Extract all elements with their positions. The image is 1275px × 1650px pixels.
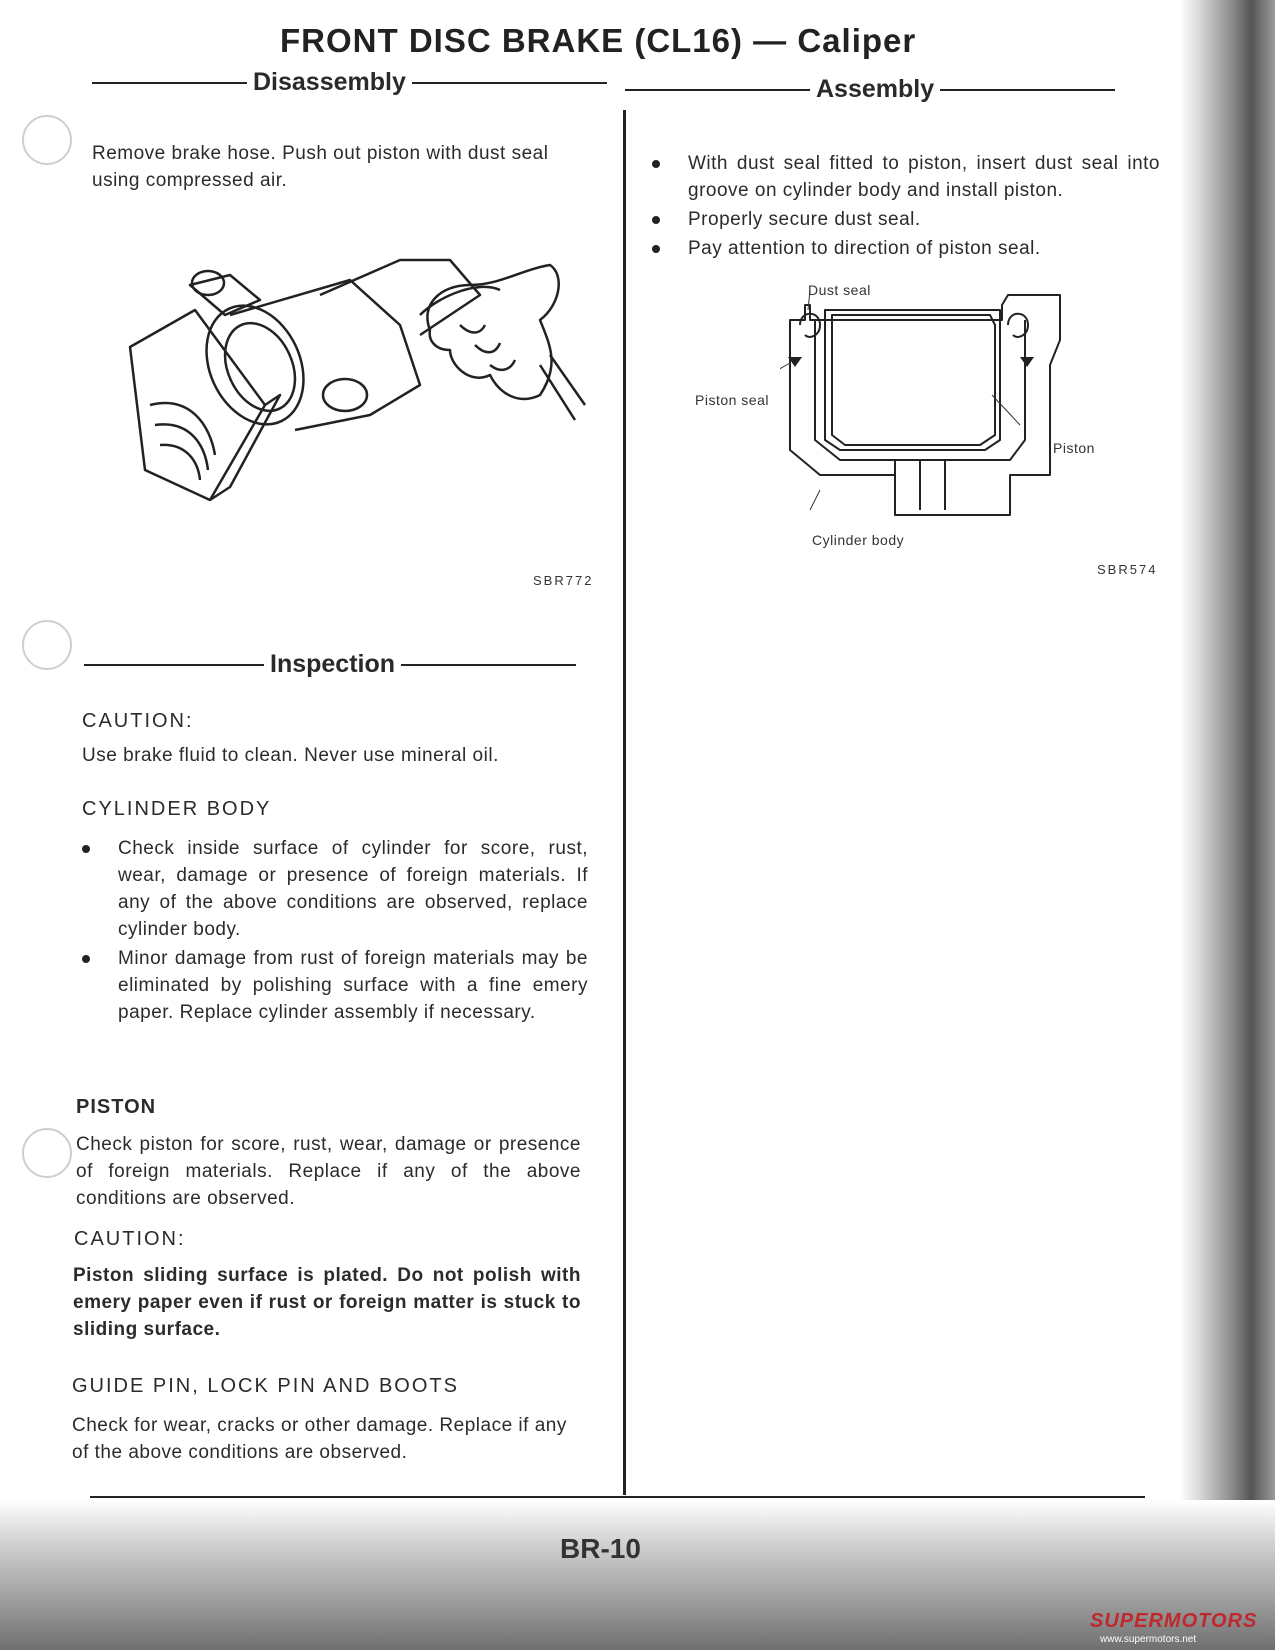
air-hose	[540, 355, 585, 420]
disassembly-heading	[92, 68, 607, 97]
label-piston-seal: Piston seal	[695, 392, 769, 408]
heading-rule	[412, 82, 607, 84]
piston-seal-diagram	[780, 285, 1080, 545]
column-divider	[623, 110, 626, 1495]
figure-code: SBR574	[1097, 562, 1158, 577]
heading-rule	[84, 664, 264, 666]
piston-face	[212, 312, 309, 422]
list-item: Properly secure dust seal.	[650, 206, 1160, 233]
label-dust-seal: Dust seal	[808, 282, 871, 298]
lower-bolt	[323, 379, 367, 411]
leader-line	[780, 363, 790, 380]
piston-caution-text: Piston sliding surface is plated. Do not polish with emery paper even if rust or foreign matter is stuck to sliding surface.	[73, 1265, 581, 1340]
scan-shadow-bottom	[0, 1500, 1275, 1650]
finger-lines	[460, 325, 515, 370]
piston-heading: PISTON	[76, 1096, 157, 1118]
assembly-list-container	[650, 150, 1160, 264]
cylinder-body-bullet-list	[80, 835, 588, 1026]
label-piston: Piston	[1053, 440, 1095, 456]
disassembly-heading-text: Disassembly	[253, 68, 406, 96]
cylinder-bore	[815, 320, 1025, 460]
list-item: Minor damage from rust of foreign materials may be eliminated by polishing surface with a fine emery paper. Replace cylinder assembly if necessary.	[80, 945, 588, 1026]
heading-rule	[92, 82, 247, 84]
list-item: Pay attention to direction of piston seal.	[650, 235, 1160, 262]
piston-seal-right	[1020, 357, 1034, 367]
page-number: BR-10	[560, 1533, 641, 1564]
guide-pin-text: Check for wear, cracks or other damage. Replace if any of the above conditions are observed.	[72, 1415, 567, 1463]
leader-line	[992, 395, 1020, 425]
bottom-rule	[90, 1496, 1145, 1498]
assembly-heading-text: Assembly	[816, 75, 935, 103]
punch-hole	[22, 115, 72, 165]
inspection-heading-text: Inspection	[270, 650, 396, 678]
list-item: With dust seal fitted to piston, insert dust seal into groove on cylinder body and install piston.	[650, 150, 1160, 204]
disassembly-text: Remove brake hose. Push out piston with dust seal using compressed air.	[92, 143, 549, 191]
cylinder-body-list-container	[80, 835, 588, 1028]
caliper-bore	[188, 290, 322, 440]
assembly-bullet-list	[650, 150, 1160, 262]
page-title: FRONT DISC BRAKE (CL16) — Caliper	[280, 22, 917, 59]
list-item: Check inside surface of cylinder for score, rust, wear, damage or presence of foreign materials. If any of the above conditions are observed, replace cylinder body.	[80, 835, 588, 943]
piston-shape	[832, 315, 995, 445]
caution-text: Use brake fluid to clean. Never use mineral oil.	[82, 745, 499, 766]
guide-pin-heading: GUIDE PIN, LOCK PIN AND BOOTS	[72, 1375, 459, 1397]
caliper-illustration	[120, 255, 590, 520]
assembly-heading	[625, 75, 1115, 104]
figure-code: SBR772	[533, 573, 594, 588]
inspection-heading	[84, 650, 576, 679]
cylinder-body-heading: CYLINDER BODY	[82, 798, 272, 820]
punch-hole	[22, 620, 72, 670]
heading-rule	[401, 664, 576, 666]
heading-rule	[625, 89, 810, 91]
cylinder-body-outline	[790, 295, 1060, 515]
caution-label: CAUTION:	[82, 710, 194, 732]
watermark-url: www.supermotors.net	[1100, 1634, 1197, 1645]
label-cylinder-body: Cylinder body	[812, 532, 905, 548]
watermark-logo: SUPERMOTORS	[1090, 1610, 1258, 1632]
hand-outline	[427, 265, 558, 399]
cylinder-boss	[895, 460, 945, 510]
punch-hole	[22, 1128, 72, 1178]
leader-line	[810, 490, 820, 510]
scan-shadow-right	[1180, 0, 1275, 1650]
piston-text: Check piston for score, rust, wear, damage or presence of foreign materials. Replace if any of the above conditions are observed.	[76, 1134, 581, 1209]
piston-outline	[825, 310, 1000, 450]
piston-caution-label: CAUTION:	[74, 1228, 186, 1250]
heading-rule	[940, 89, 1115, 91]
wood-grain	[150, 403, 215, 480]
